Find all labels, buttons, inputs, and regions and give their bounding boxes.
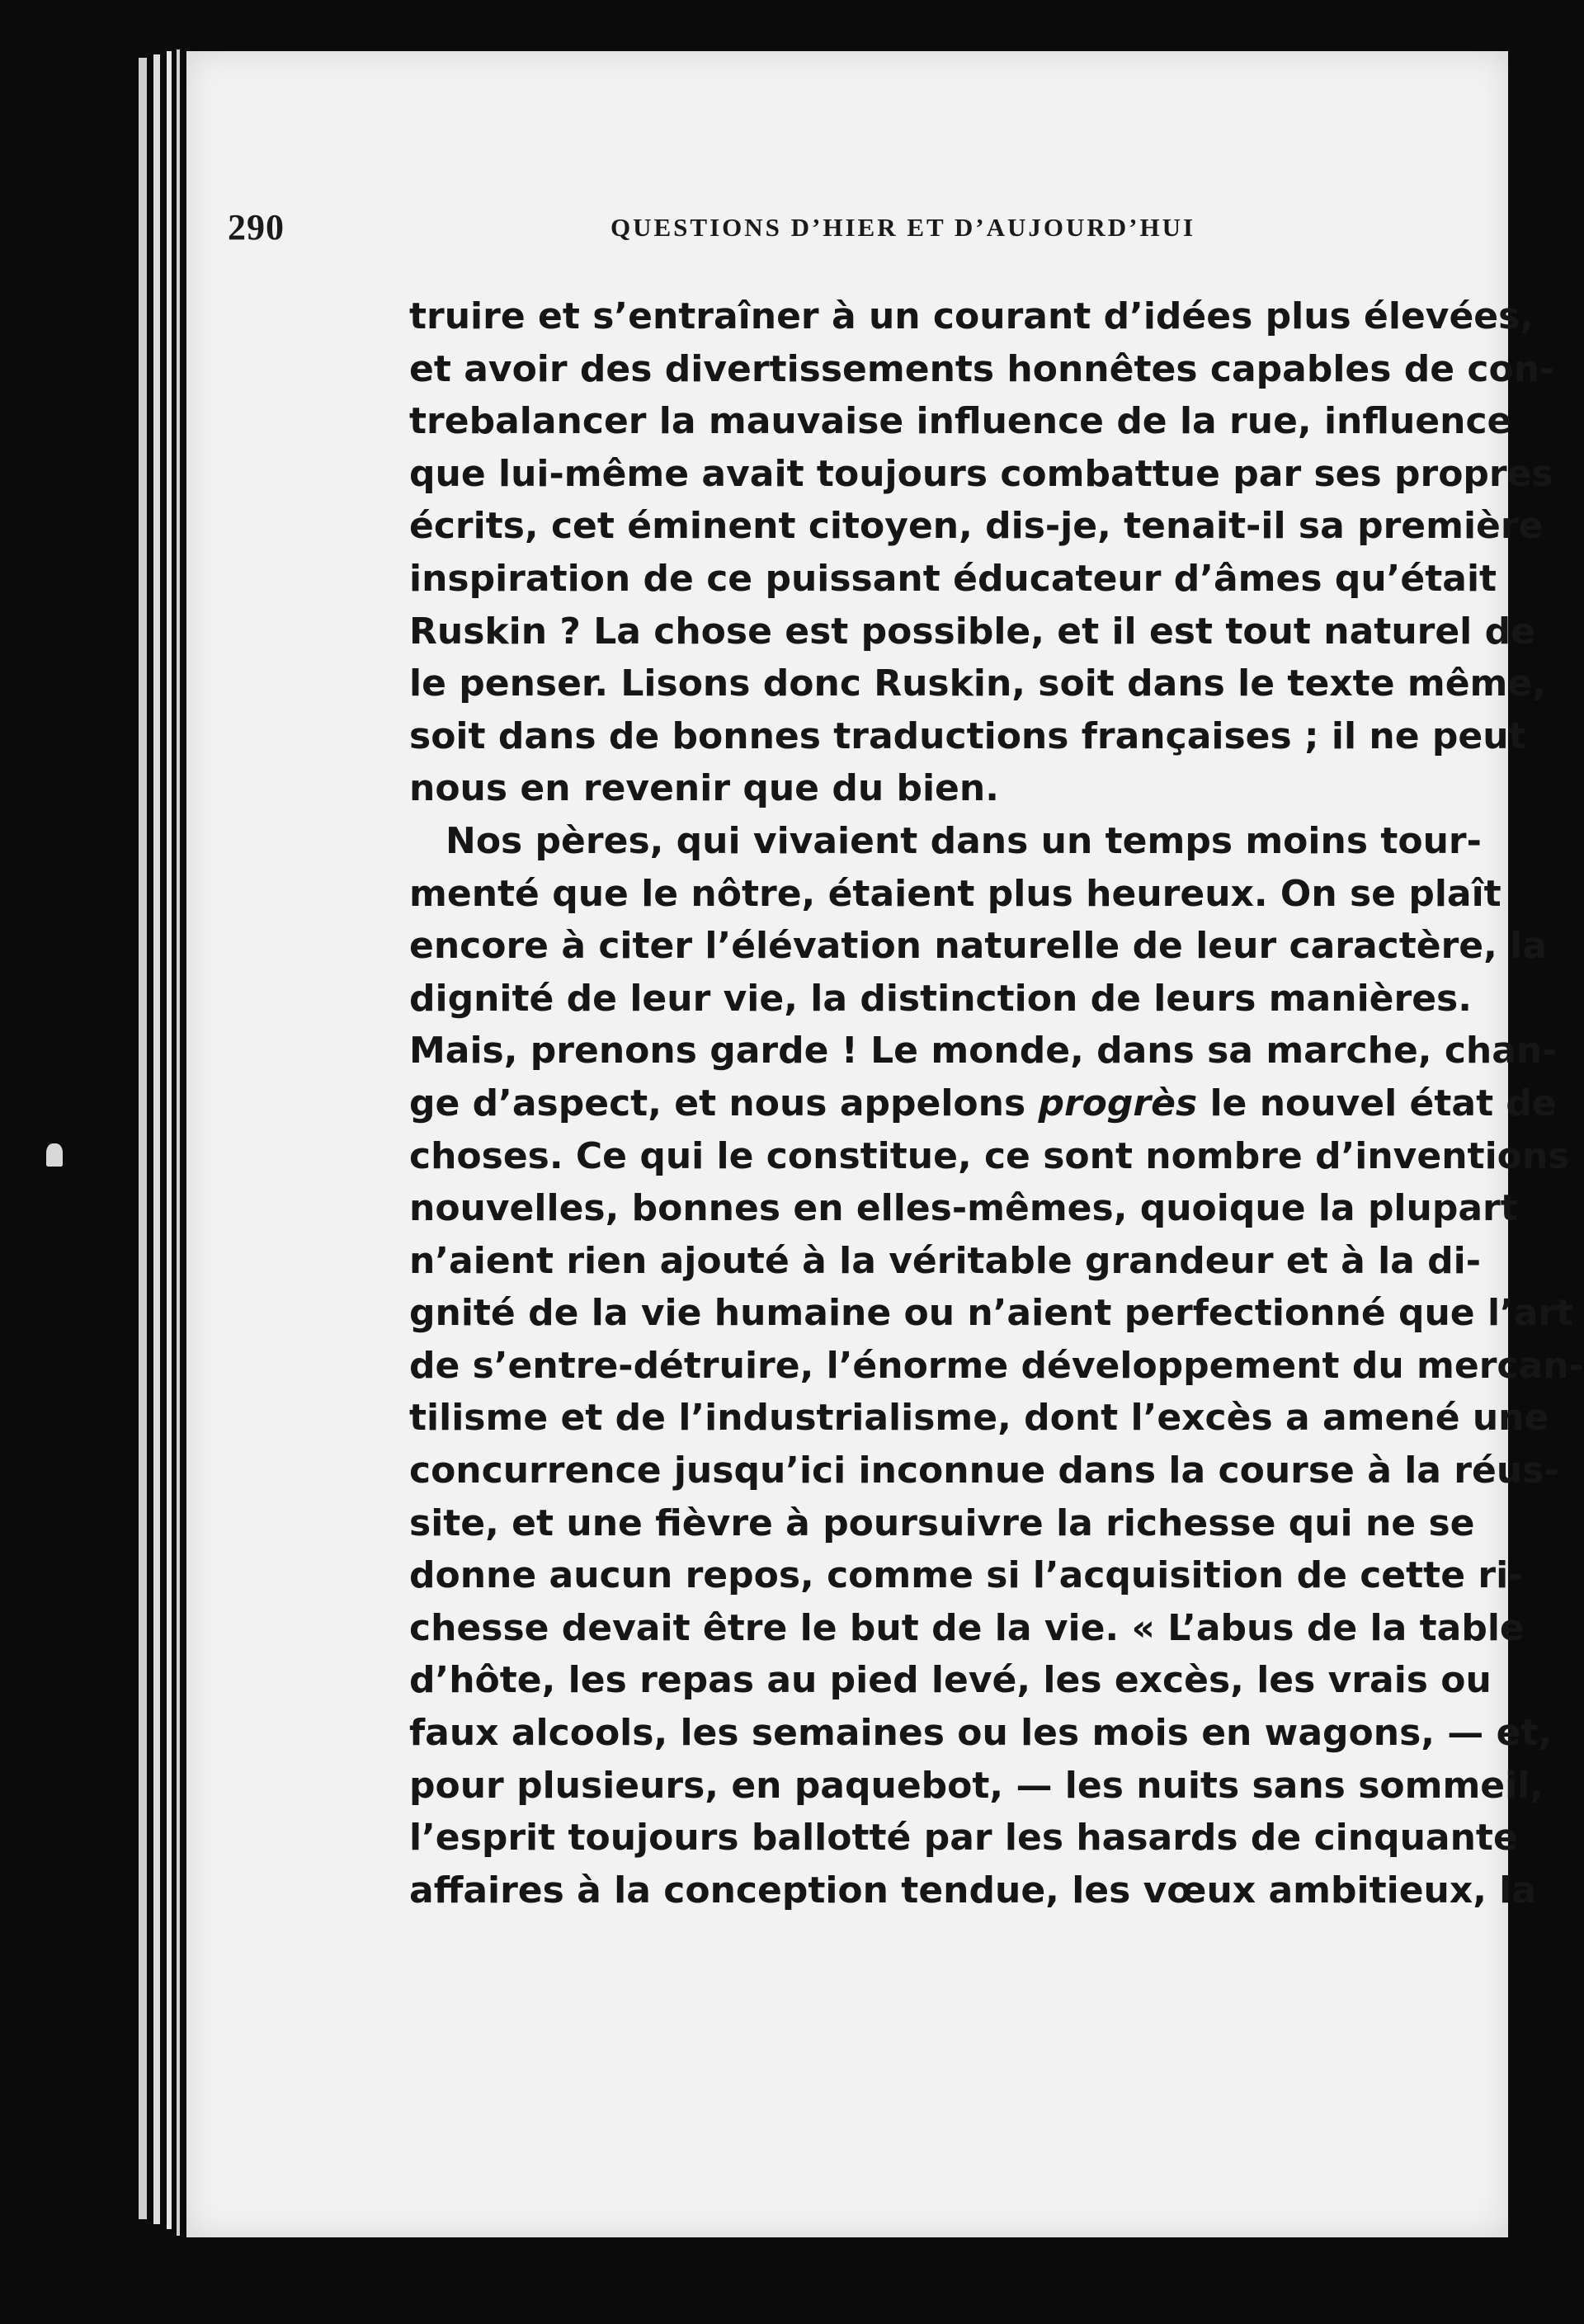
text-line: l’esprit toujours ballotté par les hasards de cinquante — [409, 1817, 1518, 1860]
text-line — [409, 1077, 1557, 1130]
text-line: de s’entre-détruire, l’énorme développement du mercan- — [409, 1344, 1584, 1387]
margin-mark — [46, 1143, 63, 1167]
text-line: affaires à la conception tendue, les vœux ambitieux, la — [409, 1869, 1537, 1912]
text-line: écrits, cet éminent citoyen, dis-je, tenait-il sa première — [409, 505, 1544, 548]
text-line: dignité de leur vie, la distinction de leurs manières. — [409, 977, 1472, 1020]
text-line: encore à citer l’élévation naturelle de leur caractère, la — [409, 925, 1547, 968]
text-line: nouvelles, bonnes en elles-mêmes, quoique la plupart — [409, 1187, 1518, 1230]
text-segment: le nouvel état de — [1197, 1082, 1557, 1124]
text-line: n’aient rien ajouté à la véritable grandeur et à la di- — [409, 1239, 1482, 1282]
text-line: chesse devait être le but de la vie. « L’abus de la table — [409, 1606, 1525, 1649]
text-line: nous en revenir que du bien. — [409, 767, 999, 810]
italic-word: progrès — [1038, 1082, 1198, 1124]
text-line: que lui-même avait toujours combattue par ses propres — [409, 452, 1553, 495]
text-line: menté que le nôtre, étaient plus heureux. On se plaît — [409, 872, 1502, 915]
text-line: soit dans de bonnes traductions françaises ; il ne peut — [409, 714, 1526, 757]
text-line: site, et une fièvre à poursuivre la richesse qui ne se — [409, 1501, 1475, 1544]
text-line: pour plusieurs, en paquebot, — les nuits sans sommeil, — [409, 1764, 1544, 1807]
page-edge — [139, 58, 147, 2219]
page-edge — [177, 49, 180, 2236]
text-line: d’hôte, les repas au pied levé, les excès, les vrais ou — [409, 1659, 1492, 1702]
text-line: Ruskin ? La chose est possible, et il est tout naturel de — [409, 610, 1535, 653]
page-edge — [167, 51, 172, 2229]
text-line: Mais, prenons garde ! Le monde, dans sa marche, chan- — [409, 1030, 1558, 1072]
running-title: QUESTIONS D’HIER ET D’AUJOURD’HUI — [610, 213, 1196, 242]
text-line: gnité de la vie humaine ou n’aient perfectionné que l’art — [409, 1292, 1574, 1335]
text-segment: ge d’aspect, et nous appelons — [409, 1082, 1039, 1124]
text-line: trebalancer la mauvaise influence de la rue, influence — [409, 400, 1512, 443]
text-line: tilisme et de l’industrialisme, dont l’excès a amené une — [409, 1397, 1549, 1440]
text-line: donne aucun repos, comme si l’acquisition de cette ri- — [409, 1554, 1524, 1597]
page-number: 290 — [228, 207, 285, 247]
text-line: et avoir des divertissements honnêtes capables de con- — [409, 347, 1555, 390]
text-line: inspiration de ce puissant éducateur d’âmes qu’était — [409, 557, 1497, 600]
page-edge — [153, 54, 160, 2224]
body-text — [409, 290, 1584, 1916]
text-line: le penser. Lisons donc Ruskin, soit dans le texte même, — [409, 662, 1546, 705]
text-line: faux alcools, les semaines ou les mois en wagons, — et, — [409, 1712, 1553, 1755]
text-line: concurrence jusqu’ici inconnue dans la course à la réus- — [409, 1450, 1559, 1492]
text-line: truire et s’entraîner à un courant d’idées plus élevées, — [409, 295, 1534, 337]
text-line: Nos pères, qui vivaient dans un temps moins tour- — [446, 819, 1482, 862]
running-head — [228, 206, 1449, 256]
text-line: choses. Ce qui le constitue, ce sont nombre d’inventions — [409, 1134, 1570, 1177]
